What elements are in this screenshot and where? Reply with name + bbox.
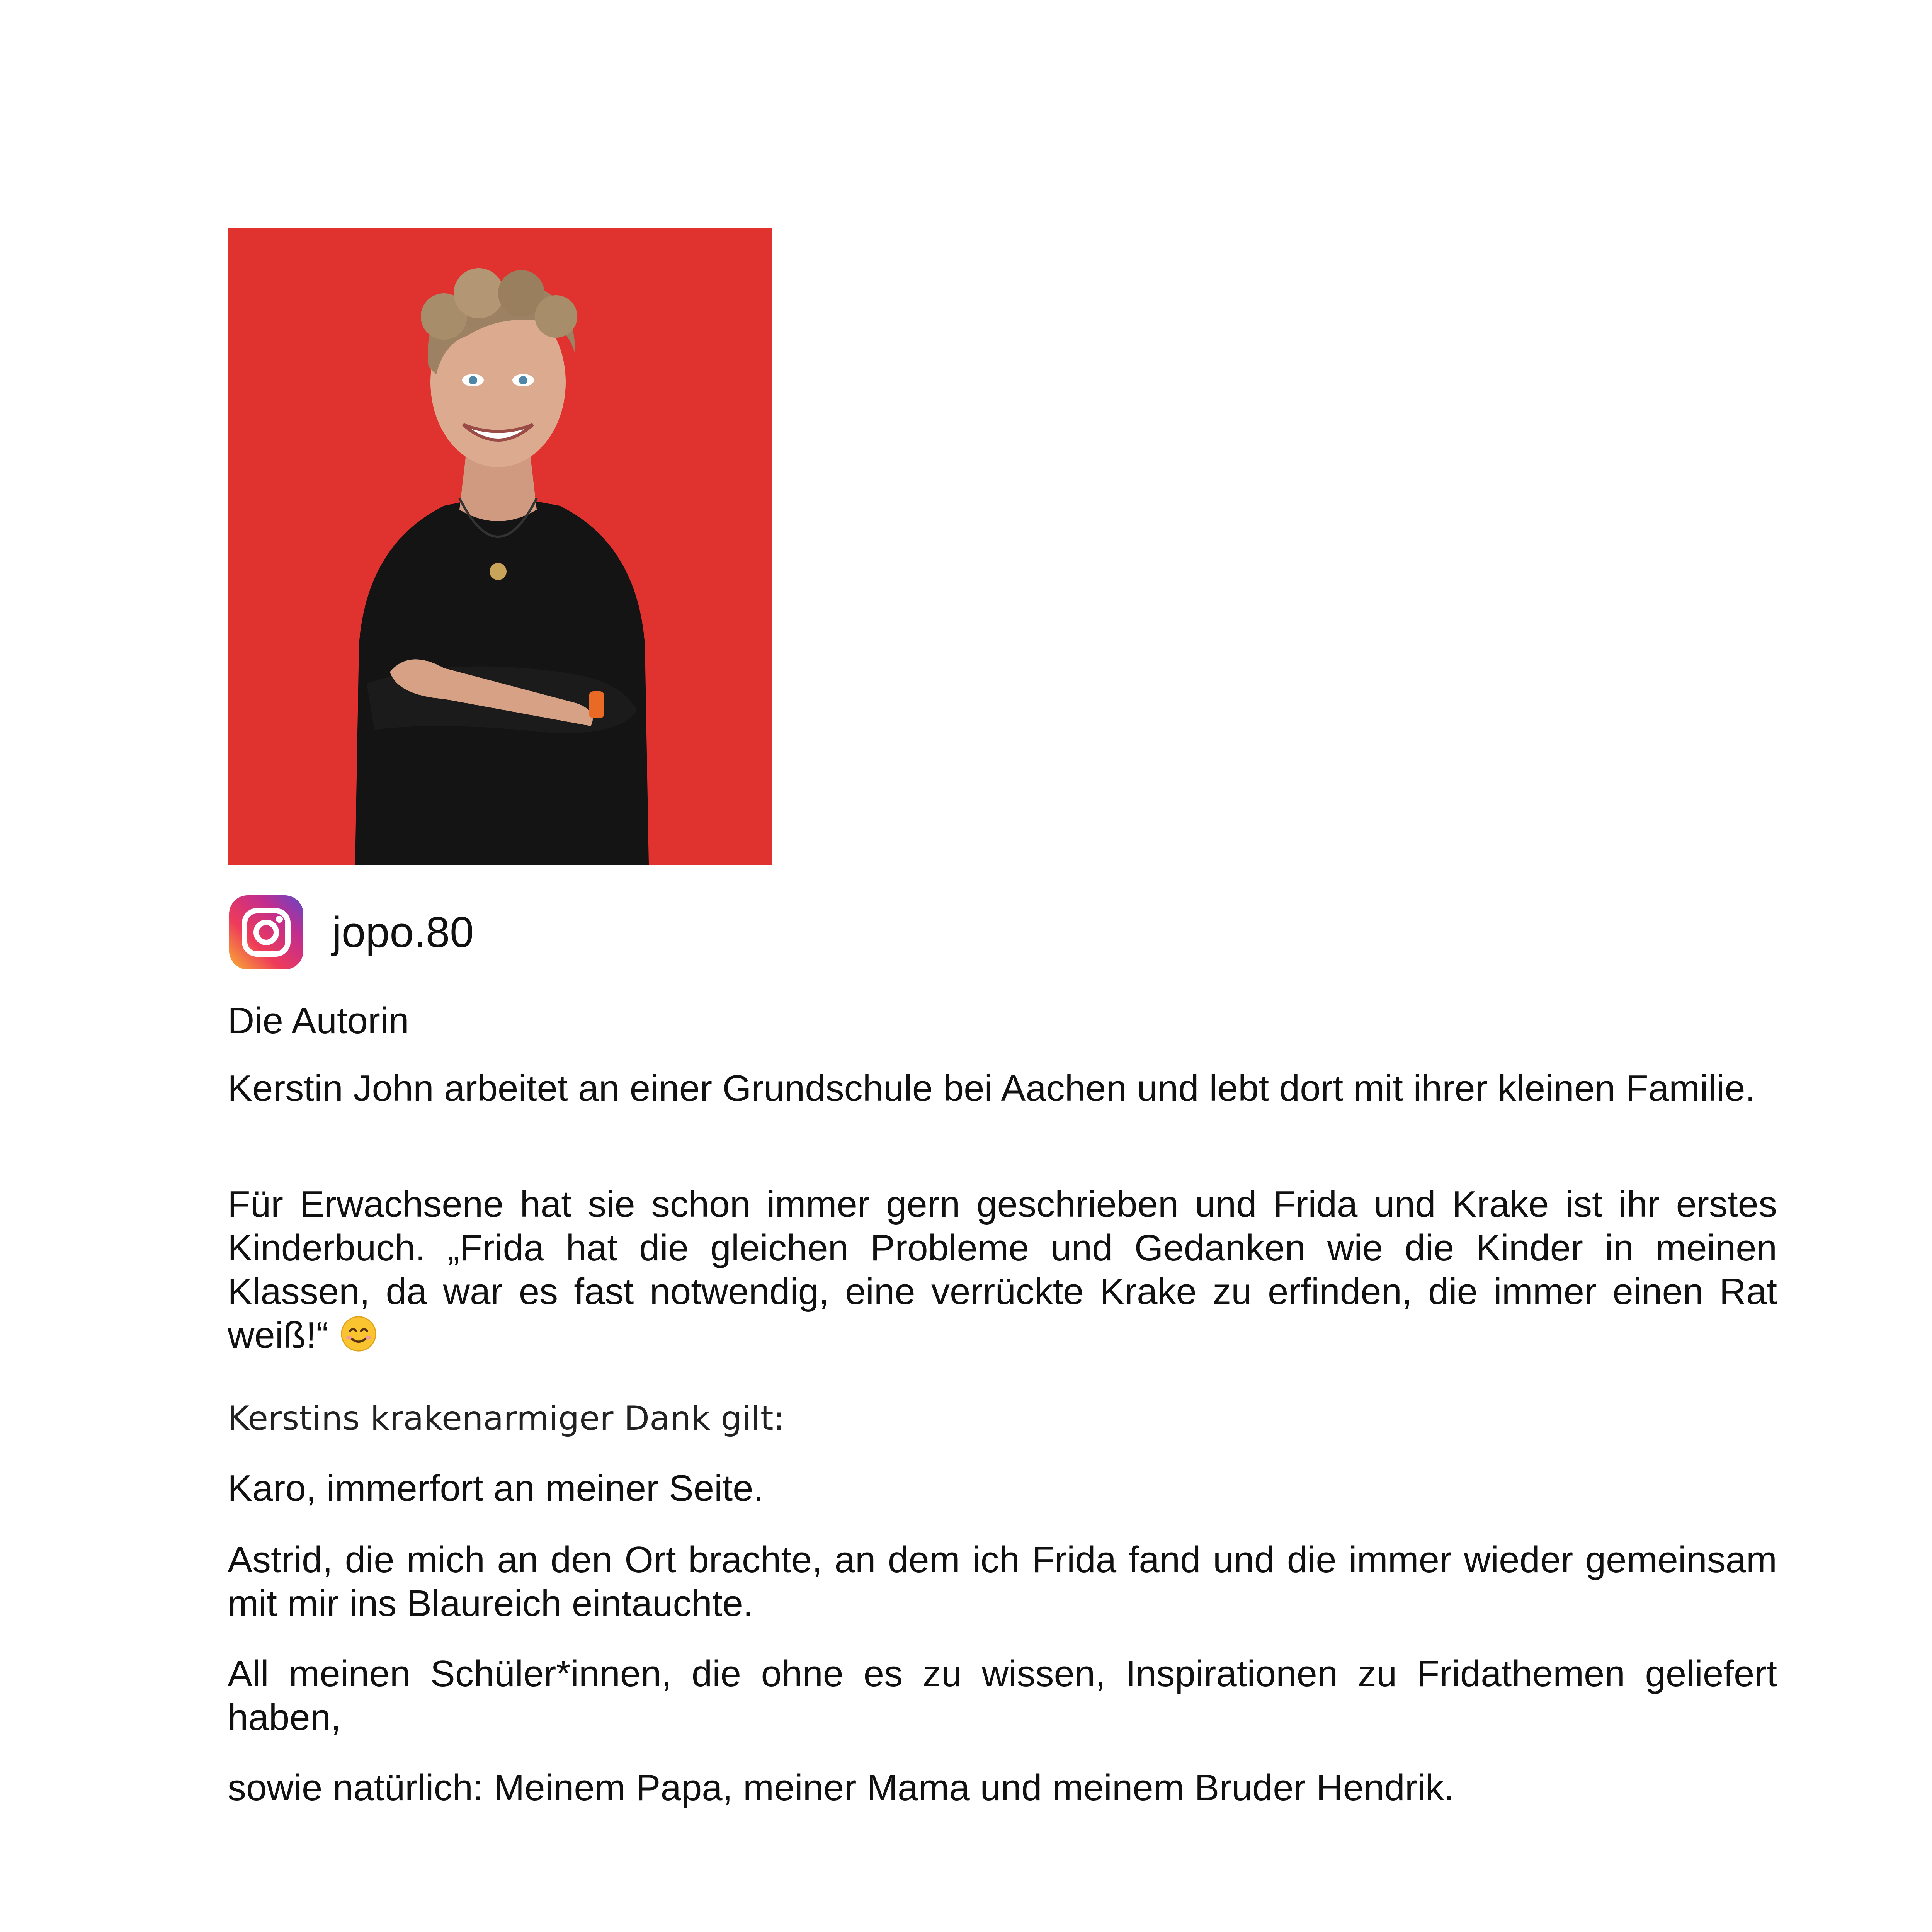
author-photo-illustration — [228, 228, 772, 865]
author-quote-paragraph — [228, 1182, 1777, 1357]
thanks-item: sowie natürlich: Meinem Papa, meiner Mama und meinem Bruder Hendrik. — [228, 1767, 1454, 1808]
thanks-heading: Kerstins krakenarmiger Dank gilt: — [228, 1399, 785, 1438]
thanks-item: Astrid, die mich an den Ort brachte, an dem ich Frida fand und die immer wieder gemeinsam mit mir ins Blaureich eintauchte. — [228, 1539, 1777, 1624]
smiling-face-emoji-icon — [340, 1315, 377, 1352]
instagram-row[interactable] — [228, 891, 474, 974]
author-bio-paragraph: Kerstin John arbeitet an einer Grundschule bei Aachen und lebt dort mit ihrer kleinen Familie. — [228, 1068, 1756, 1109]
thanks-item: All meinen Schüler*innen, die ohne es zu wissen, Inspirationen zu Fridathemen geliefert haben, — [228, 1653, 1777, 1738]
instagram-icon[interactable] — [228, 894, 305, 971]
author-quote-text: Für Erwachsene hat sie schon immer gern geschrieben und Frida und Krake ist ihr erstes Kinderbuch. „Frida hat die gleichen Probleme und Gedanken wie die Kinder in meinen Klassen, da war es fast notwendig, eine verrückte Krake zu erfinden, die immer einen Rat weiß!“ — [228, 1184, 1777, 1356]
instagram-handle[interactable]: jopo.80 — [332, 908, 474, 956]
thanks-item: Karo, immerfort an meiner Seite. — [228, 1468, 764, 1509]
octopus-shell-illustration — [232, 1924, 1132, 1932]
author-photo — [228, 228, 772, 865]
author-heading: Die Autorin — [228, 1000, 409, 1041]
